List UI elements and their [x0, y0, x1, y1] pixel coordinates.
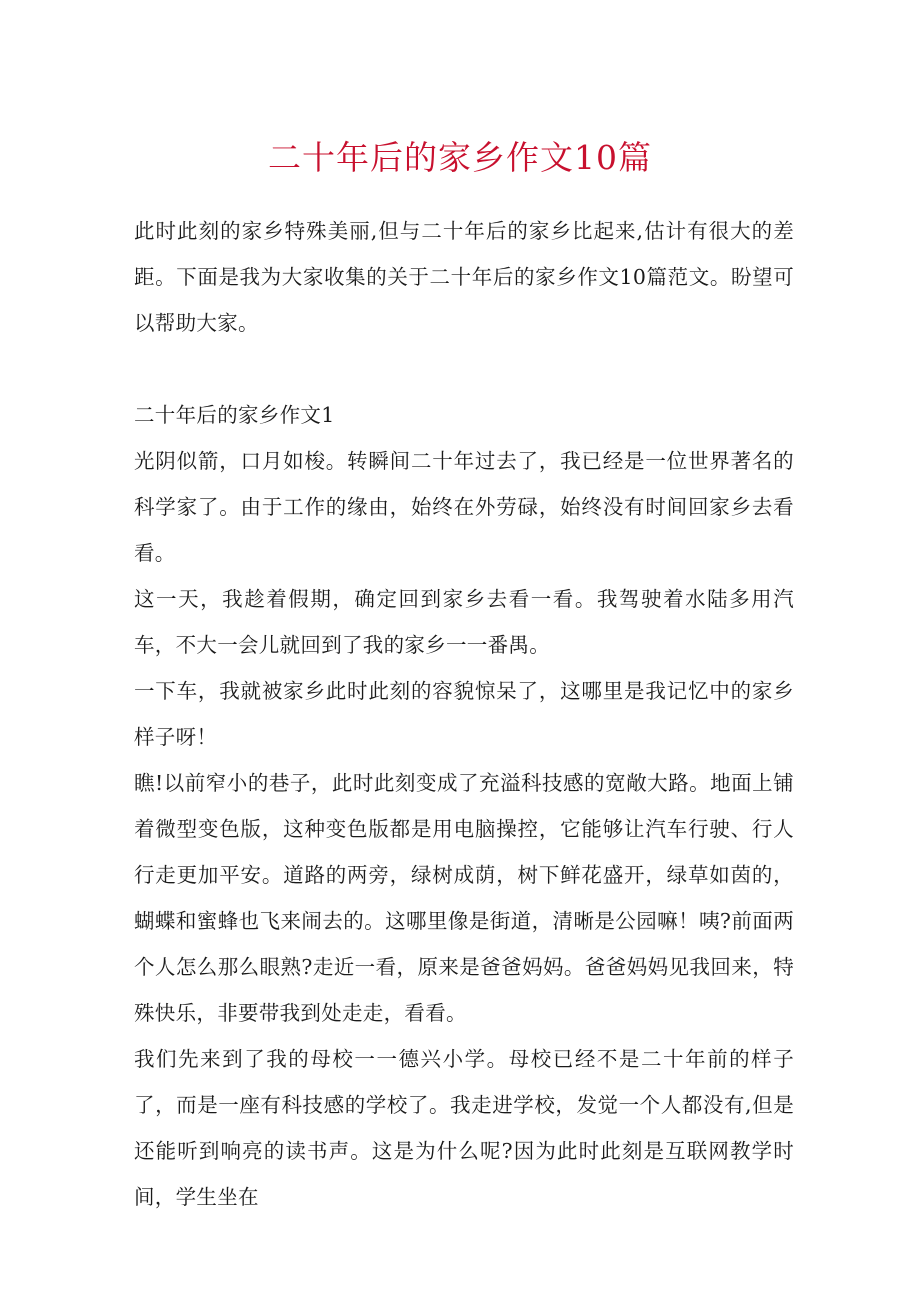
- intro-paragraph: 此时此刻的家乡特殊美丽,但与二十年后的家乡比起来,估计有很大的差距。下面是我为大家收集的关于二十年后的家乡作文10篇范文。盼望可以帮助大家。: [134, 219, 794, 335]
- section-heading: 二十年后的家乡作文1: [134, 403, 335, 427]
- body-paragraph: 这一天，我趁着假期，确定回到家乡去看一看。我驾驶着水陆多用汽车，不大一会儿就回到了我的家乡一一番禺。: [134, 587, 794, 657]
- body-paragraph: 光阴似箭，口月如梭。转瞬间二十年过去了，我已经是一位世界著名的科学家了。由于工作的缘由，始终在外劳碌，始终没有时间回家乡去看看。: [134, 449, 794, 565]
- body-paragraph: 瞧!以前窄小的巷子，此时此刻变成了充溢科技感的宽敞大路。地面上铺着微型变色版，这种变色版都是用电脑操控，它能够让汽车行驶、行人行走更加平安。道路的两旁，绿树成荫，树下鲜花盛开，绿草如茵的，蝴蝶和蜜蜂也飞来闹去的。这哪里像是街道，清晰是公园嘛！咦?前面两个人怎么那么眼熟?走近一看，原来是爸爸妈妈。爸爸妈妈见我回来，特殊快乐，非要带我到处走走，看看。: [134, 771, 794, 1025]
- document-body: [134, 208, 794, 1220]
- body-paragraph: 我们先来到了我的母校一一德兴小学。母校已经不是二十年前的样子了，而是一座有科技感的学校了。我走进学校，发觉一个人都没有,但是还能听到响亮的读书声。这是为什么呢?因为此时此刻是互联网教学时间，学生坐在: [134, 1047, 794, 1209]
- document-title: 二十年后的家乡作文10篇: [268, 138, 652, 177]
- body-paragraph: 一下车，我就被家乡此时此刻的容貌惊呆了，这哪里是我记忆中的家乡样子呀！: [134, 679, 794, 749]
